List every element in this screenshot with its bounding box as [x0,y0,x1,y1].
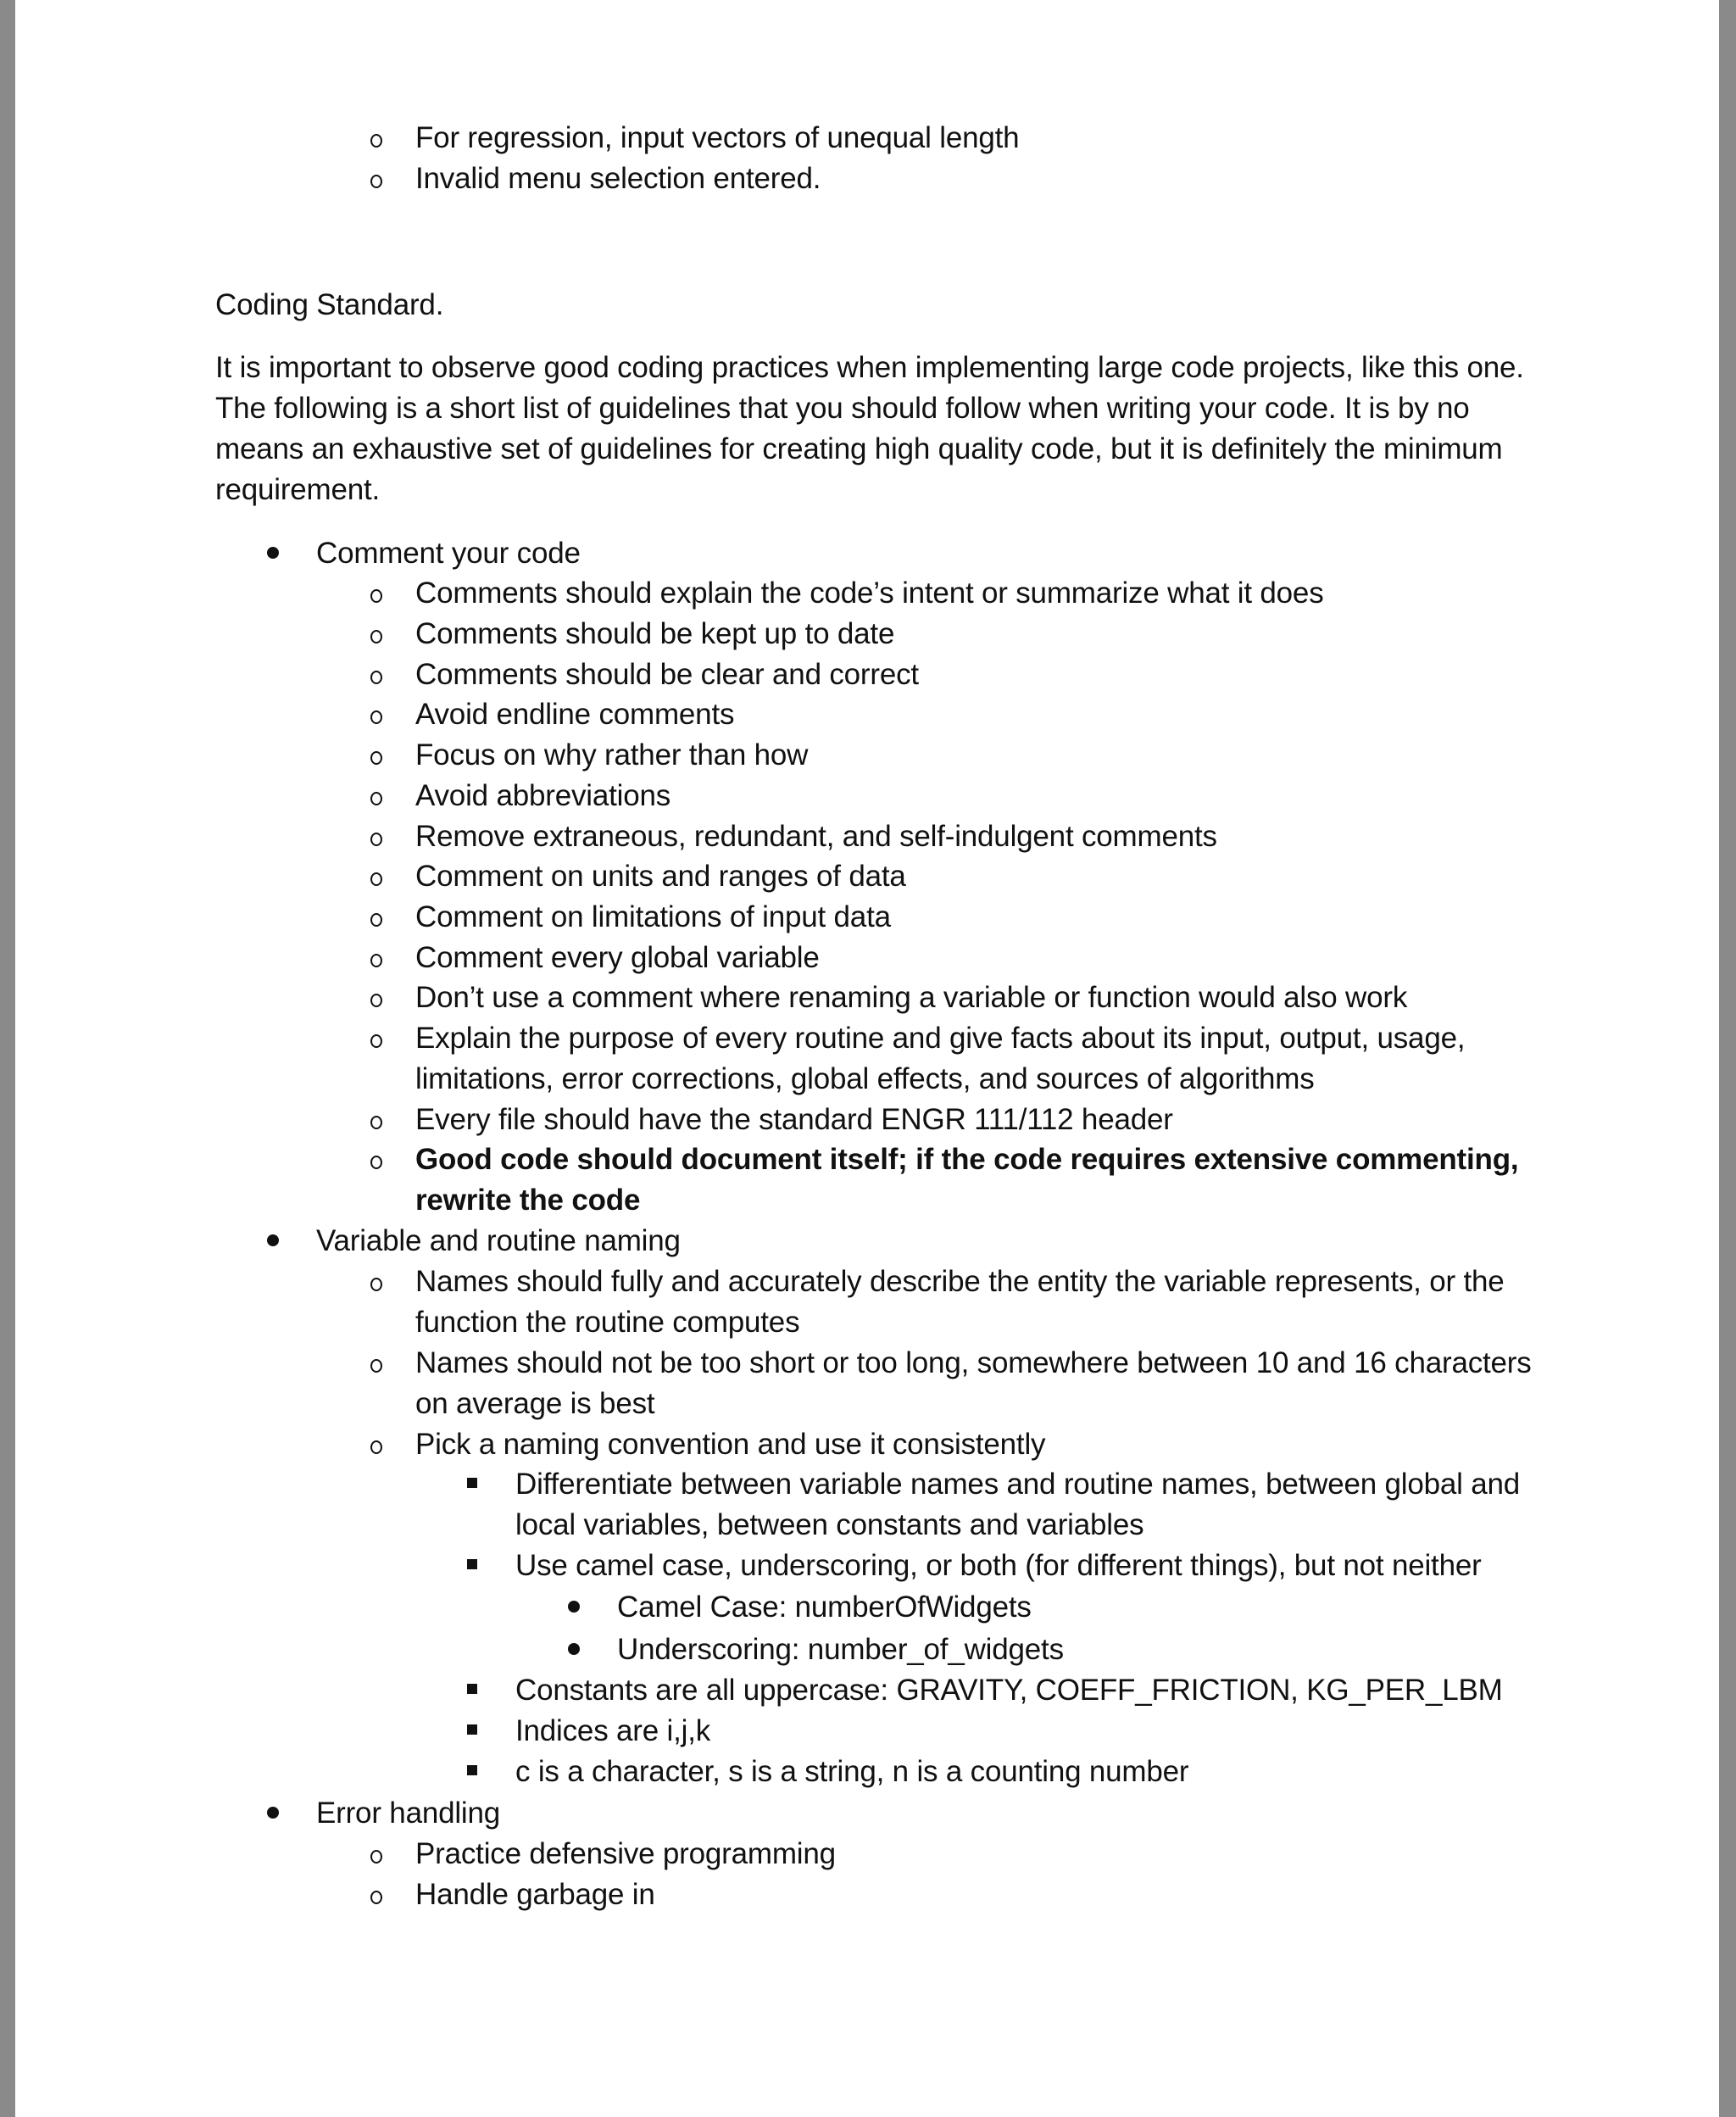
list-item: Every file should have the standard ENGR 111/112 header [415,1103,1173,1136]
square-bullet [467,1478,477,1488]
list-item: Avoid abbreviations [415,779,671,812]
list-subitem: Indices are i,j,k [515,1714,711,1747]
circle-bullet [370,1850,382,1864]
square-bullet [467,1559,477,1569]
list-item: Handle garbage in [415,1878,655,1911]
list-subsubitem: Camel Case: numberOfWidgets [617,1591,1032,1624]
list-item-continuation: on average is best [415,1387,655,1420]
circle-bullet [370,589,382,603]
square-bullet [467,1724,477,1735]
paragraph-line: The following is a short list of guidelines that you should follow when writing your code. It is by no [215,392,1470,425]
list-item: Pick a naming convention and use it consistently [415,1428,1046,1461]
list-item: Avoid endline comments [415,698,735,731]
circle-bullet [370,710,382,724]
square-bullet [467,1684,477,1694]
list-item: Practice defensive programming [415,1837,836,1870]
circle-bullet [370,1116,382,1129]
list-item: Names should fully and accurately describe the entity the variable represents, or the [415,1265,1505,1298]
circle-bullet [370,175,382,188]
circle-bullet [370,1440,382,1454]
list-item-continuation: function the routine computes [415,1306,800,1339]
circle-bullet [370,1278,382,1291]
bullet-dot [267,547,279,559]
list-item-title: Error handling [316,1797,501,1830]
list-subitem: Differentiate between variable names and routine names, between global and [515,1468,1521,1501]
circle-bullet [370,872,382,886]
list-item: Explain the purpose of every routine and give facts about its input, output, usage, [415,1022,1466,1055]
paragraph-line: requirement. [215,473,381,506]
list-item: Focus on why rather than how [415,738,809,772]
list-item: Comments should be kept up to date [415,617,895,650]
square-bullet [467,1765,477,1775]
document-content [15,0,1719,2117]
circle-bullet [370,994,382,1007]
paragraph-line: It is important to observe good coding practices when implementing large code projects, like this one. [215,351,1524,384]
list-item: Comments should be clear and correct [415,658,919,691]
list-item: Comment every global variable [415,941,820,974]
document-page [15,0,1719,2117]
list-item-bold: Good code should document itself; if the code requires extensive commenting, [415,1143,1519,1176]
bullet-dot [568,1643,580,1655]
circle-bullet [370,1891,382,1904]
list-item: Names should not be too short or too long, somewhere between 10 and 16 characters [415,1346,1532,1379]
circle-bullet [370,954,382,967]
list-item-title: Comment your code [316,537,581,570]
list-item-bold-continuation: rewrite the code [415,1184,641,1217]
circle-bullet [370,833,382,846]
circle-bullet [370,671,382,684]
circle-bullet [370,134,382,148]
list-subitem-continuation: local variables, between constants and variables [515,1508,1144,1541]
circle-bullet [370,1034,382,1048]
circle-bullet [370,751,382,765]
list-item: Remove extraneous, redundant, and self-indulgent comments [415,820,1217,853]
circle-bullet [370,1359,382,1373]
list-subitem: c is a character, s is a string, n is a counting number [515,1755,1189,1788]
circle-bullet [370,913,382,927]
bullet-dot [568,1601,580,1613]
circle-bullet [370,630,382,643]
list-item: Don’t use a comment where renaming a variable or function would also work [415,981,1408,1014]
list-item-continuation: limitations, error corrections, global effects, and sources of algorithms [415,1062,1315,1095]
list-subsubitem: Underscoring: number_of_widgets [617,1633,1064,1666]
list-item: Comment on units and ranges of data [415,860,906,893]
list-item: Comment on limitations of input data [415,900,891,933]
list-item: For regression, input vectors of unequal length [415,121,1020,154]
section-heading: Coding Standard. [215,288,444,321]
paragraph-line: means an exhaustive set of guidelines for creating high quality code, but it is definitely the minimum [215,432,1503,465]
list-item-title: Variable and routine naming [316,1224,681,1257]
circle-bullet [370,1156,382,1169]
list-item: Comments should explain the code’s intent or summarize what it does [415,577,1324,610]
bullet-dot [267,1234,279,1246]
bullet-dot [267,1807,279,1819]
list-item: Invalid menu selection entered. [415,162,821,195]
circle-bullet [370,792,382,805]
list-subitem: Constants are all uppercase: GRAVITY, COEFF_FRICTION, KG_PER_LBM [515,1674,1503,1707]
list-subitem: Use camel case, underscoring, or both (for different things), but not neither [515,1549,1482,1582]
